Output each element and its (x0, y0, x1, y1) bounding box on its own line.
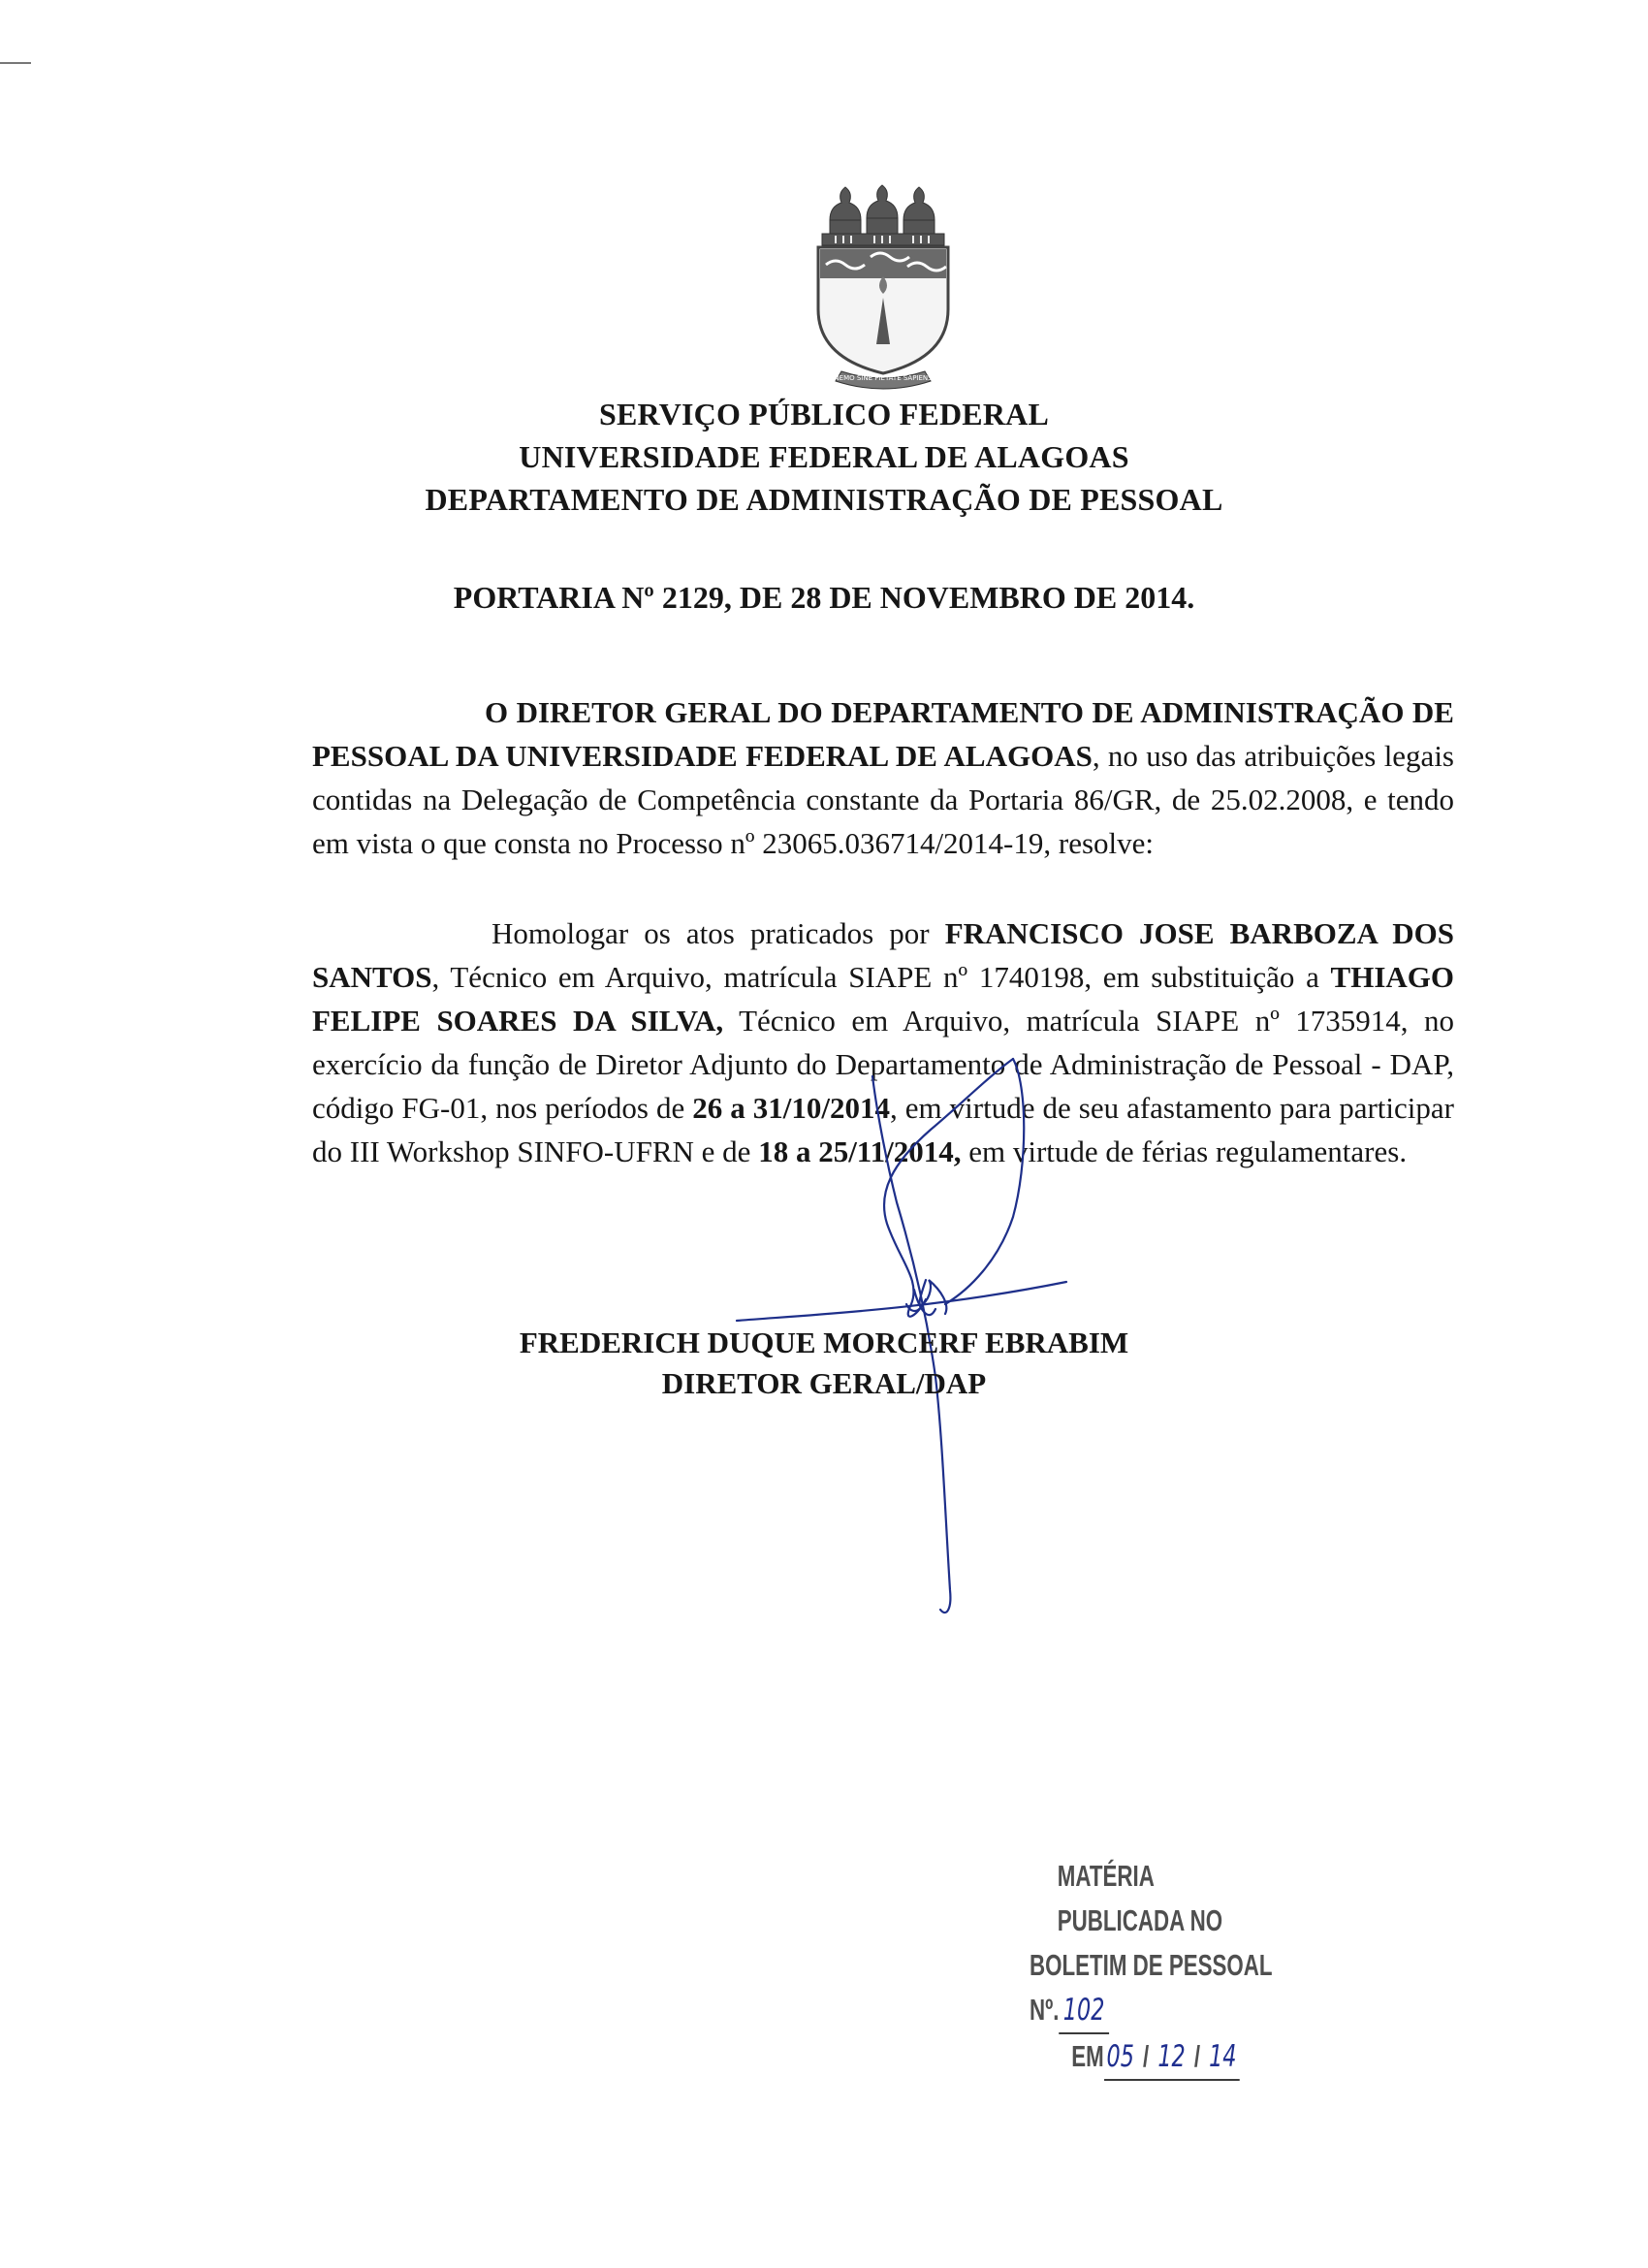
signer-role: DIRETOR GERAL/DAP (661, 1366, 987, 1400)
preamble-paragraph (312, 690, 1454, 865)
document-header (0, 393, 1648, 521)
preamble-bold: O DIRETOR GERAL DO DEPARTAMENTO DE ADMINISTRAÇÃO DE PESSOAL DA UNIVERSIDADE FEDERAL DE ALAGOAS (312, 695, 1454, 773)
body-paragraph (312, 911, 1454, 1173)
stamp-line-3: EM05 / 12 / 14 (1030, 2034, 1281, 2081)
header-line-3: DEPARTAMENTO DE ADMINISTRAÇÃO DE PESSOAL (425, 482, 1223, 517)
preamble-text: , no uso das atribuições legais contidas na Delegação de Competência constante da Portaria 86/GR, de 25.02.2008, e tendo em vista o que consta no Processo nº 23065.036714/2014-19, resolve: (312, 739, 1454, 860)
stamp-year: 14 (1209, 2039, 1237, 2074)
header-line-2: UNIVERSIDADE FEDERAL DE ALAGOAS (519, 439, 1129, 474)
body-text-3: Técnico em Arquivo, matrícula SIAPE nº 1735914, no exercício da função de Diretor Adjunto do Departamento de Administração de Pessoal - DAP, código FG-01, nos períodos de (312, 1004, 1454, 1125)
signature-block (0, 1323, 1648, 1404)
stamp-line-2 (1030, 1943, 1281, 2034)
body-text-4: , em virtude de seu afastamento para participar do III Workshop SINFO-UFRN e de (312, 1091, 1454, 1168)
stamp-date-label: EM (1071, 2039, 1104, 2073)
university-crest-icon (812, 179, 954, 391)
body-text-5: em virtude de férias regulamentares. (961, 1134, 1408, 1168)
header-line-1: SERVIÇO PÚBLICO FEDERAL (599, 397, 1049, 431)
substitute-name: FRANCISCO JOSE BARBOZA DOS SANTOS (312, 916, 1455, 994)
scan-mark (0, 62, 31, 64)
period-1: 26 a 31/10/2014 (692, 1091, 890, 1125)
stamp-month: 12 (1157, 2039, 1186, 2074)
crest-motto: NEMO SINE PIETATE SAPIENS (834, 374, 933, 382)
stamp-bulletin-label: BOLETIM DE PESSOAL Nº. (1030, 1948, 1273, 2027)
substituted-name: THIAGO FELIPE SOARES DA SILVA, (312, 960, 1454, 1038)
body-text-1: Homologar os atos praticados por (491, 916, 945, 950)
stamp-day: 05 (1106, 2039, 1134, 2074)
stamp-line-1: MATÉRIA PUBLICADA NO (1057, 1859, 1223, 1937)
portaria-title: PORTARIA Nº 2129, DE 28 DE NOVEMBRO DE 2014. (453, 580, 1195, 615)
stamp-bulletin-number: 102 (1059, 1988, 1108, 2034)
body-text-2: , Técnico em Arquivo, matrícula SIAPE nº 1740198, em substituição a (431, 960, 1331, 994)
signer-name: FREDERICH DUQUE MORCERF EBRABIM (519, 1326, 1129, 1359)
publication-stamp (1030, 1854, 1281, 2081)
period-2: 18 a 25/11/2014, (758, 1134, 962, 1168)
